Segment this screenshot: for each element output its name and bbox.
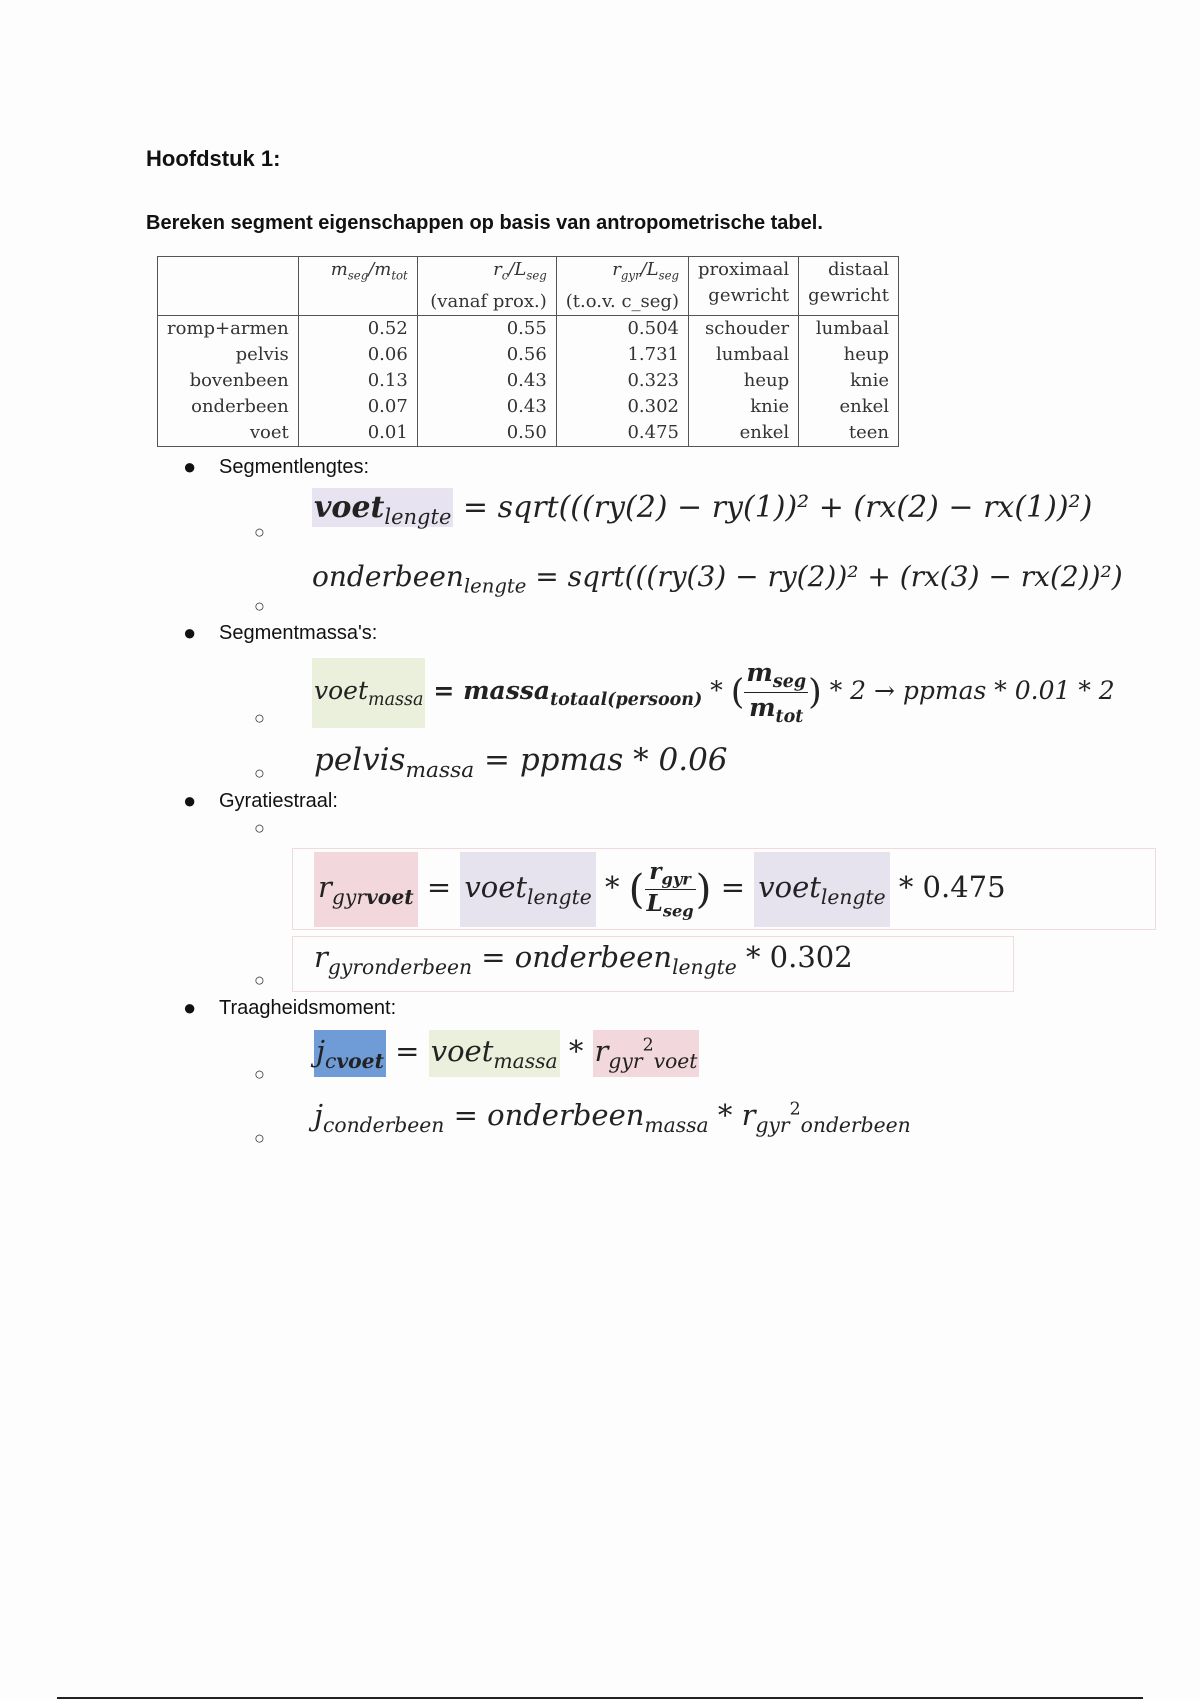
bullet-dot: ●	[183, 995, 197, 1020]
table-row	[158, 342, 899, 368]
table-row	[158, 315, 899, 342]
table-cell: 0.56	[417, 342, 556, 368]
table-cell: lumbaal	[799, 315, 899, 342]
table-cell: 0.06	[298, 342, 417, 368]
equation-jc-voet: $j_{cvoet}$ = voet$_{massa}$ * $r_{gyr}^2_{voet}$	[314, 1030, 699, 1077]
sub-bullet-marker: ○	[254, 522, 265, 542]
sub-bullet-marker: ○	[254, 818, 265, 838]
table-cell: 0.55	[417, 315, 556, 342]
chapter-heading: Hoofdstuk 1:	[146, 146, 281, 171]
table-header-rc-note: (vanaf prox.)	[430, 290, 547, 312]
table-cell: 0.07	[298, 394, 417, 420]
table-cell: 0.01	[298, 420, 417, 447]
section-heading: Bereken segment eigenschappen op basis van antropometrische tabel.	[146, 212, 823, 234]
equation-rgyr-onderbeen: $r_{gyronderbeen}$ = onderbeen$_{lengte}$ * 0.302	[314, 940, 853, 979]
table-cell: 1.731	[556, 342, 688, 368]
table-cell: 0.13	[298, 368, 417, 394]
table-body	[158, 315, 899, 446]
table-cell: 0.43	[417, 394, 556, 420]
table-row	[158, 394, 899, 420]
table-cell: schouder	[688, 315, 798, 342]
table-cell: heup	[688, 368, 798, 394]
mass-ratio-fraction: $\frac{m_{seg}}{m_{tot}}$	[746, 658, 807, 727]
table-cell: 0.43	[417, 368, 556, 394]
bullet-dot: ●	[183, 454, 197, 479]
table-cell: enkel	[688, 420, 798, 447]
table-cell: 0.475	[556, 420, 688, 447]
sub-bullet-marker: ○	[254, 1128, 265, 1148]
table-cell: 0.50	[417, 420, 556, 447]
page-footer-rule	[57, 1697, 1143, 1699]
table-cell: knie	[799, 368, 899, 394]
equation-voet-lengte: voet$_{lengte}$ = sqrt(((ry(2) − ry(1))² + (rx(2) − rx(1))²)	[314, 490, 1093, 529]
table-cell: knie	[688, 394, 798, 420]
table-cell: enkel	[799, 394, 899, 420]
sub-bullet-marker: ○	[254, 970, 265, 990]
sub-bullet-marker: ○	[254, 596, 265, 616]
table-cell-segment: pelvis	[235, 343, 289, 365]
sub-bullet-marker: ○	[254, 1064, 265, 1084]
table-cell: heup	[799, 342, 899, 368]
table-header-rc-ratio: $r_c/L_{seg}$ (vanaf prox.)	[417, 257, 556, 316]
equation-onderbeen-lengte: onderbeen$_{lengte}$ = sqrt(((ry(3) − ry(2))² + (rx(3) − rx(2))²)	[312, 560, 1123, 598]
table-cell: 0.52	[298, 315, 417, 342]
bullet-dot: ●	[183, 788, 197, 813]
table-cell: 0.323	[556, 368, 688, 394]
table-cell-segment: romp+armen	[167, 317, 289, 339]
table-cell: 0.504	[556, 315, 688, 342]
table-cell: lumbaal	[688, 342, 798, 368]
bullet-label: Segmentmassa's:	[219, 622, 378, 644]
table-header-rgyr-ratio: $r_{gyr}/L_{seg}$ (t.o.v. c_seg)	[556, 257, 688, 316]
sub-bullet-marker: ○	[254, 708, 265, 728]
anthropometric-table	[157, 256, 899, 447]
table-cell-segment: voet	[249, 421, 289, 443]
table-header-mass-ratio: $m_{seg}/m_{tot}$	[298, 257, 417, 316]
table-cell: teen	[799, 420, 899, 447]
table-header-empty	[158, 257, 299, 316]
rgyr-ratio-fraction: $\frac{r_{gyr}}{L_{seg}}$	[646, 857, 694, 921]
bullet-label: Gyratiestraal:	[219, 790, 338, 812]
bullet-dot: ●	[183, 620, 197, 645]
table-header-rgyr-note: (t.o.v. c_seg)	[565, 290, 679, 312]
table-cell-segment: bovenbeen	[189, 369, 289, 391]
table-cell-segment: onderbeen	[191, 395, 289, 417]
table-row	[158, 368, 899, 394]
table-header-proximal: proximaal gewricht	[688, 257, 798, 316]
table-header-distal: distaal gewricht	[799, 257, 899, 316]
equation-voet-massa: voet$_{massa}$ = massa$_{totaal(persoon)}$ * ( $\frac{m_{seg}}{m_{tot}}$ ) * 2 → ppmas * 0.01 * 2	[314, 658, 1115, 727]
bullet-label: Traagheidsmoment:	[219, 997, 397, 1019]
sub-bullet-marker: ○	[254, 763, 265, 783]
table-row	[158, 420, 899, 447]
table-cell: 0.302	[556, 394, 688, 420]
bullet-label: Segmentlengtes:	[219, 456, 370, 478]
equation-rgyr-voet: $r_{gyrvoet}$ = voet$_{lengte}$ * ( $\frac{r_{gyr}}{L_{seg}}$ ) = voet$_{lengte}$ * 0.475	[314, 852, 1006, 927]
equation-jc-onderbeen: $j_{conderbeen}$ = onderbeen$_{massa}$ * $r_{gyr}^2_{onderbeen}$	[314, 1098, 911, 1137]
equation-pelvis-massa: pelvis$_{massa}$ = ppmas * 0.06	[314, 742, 728, 784]
